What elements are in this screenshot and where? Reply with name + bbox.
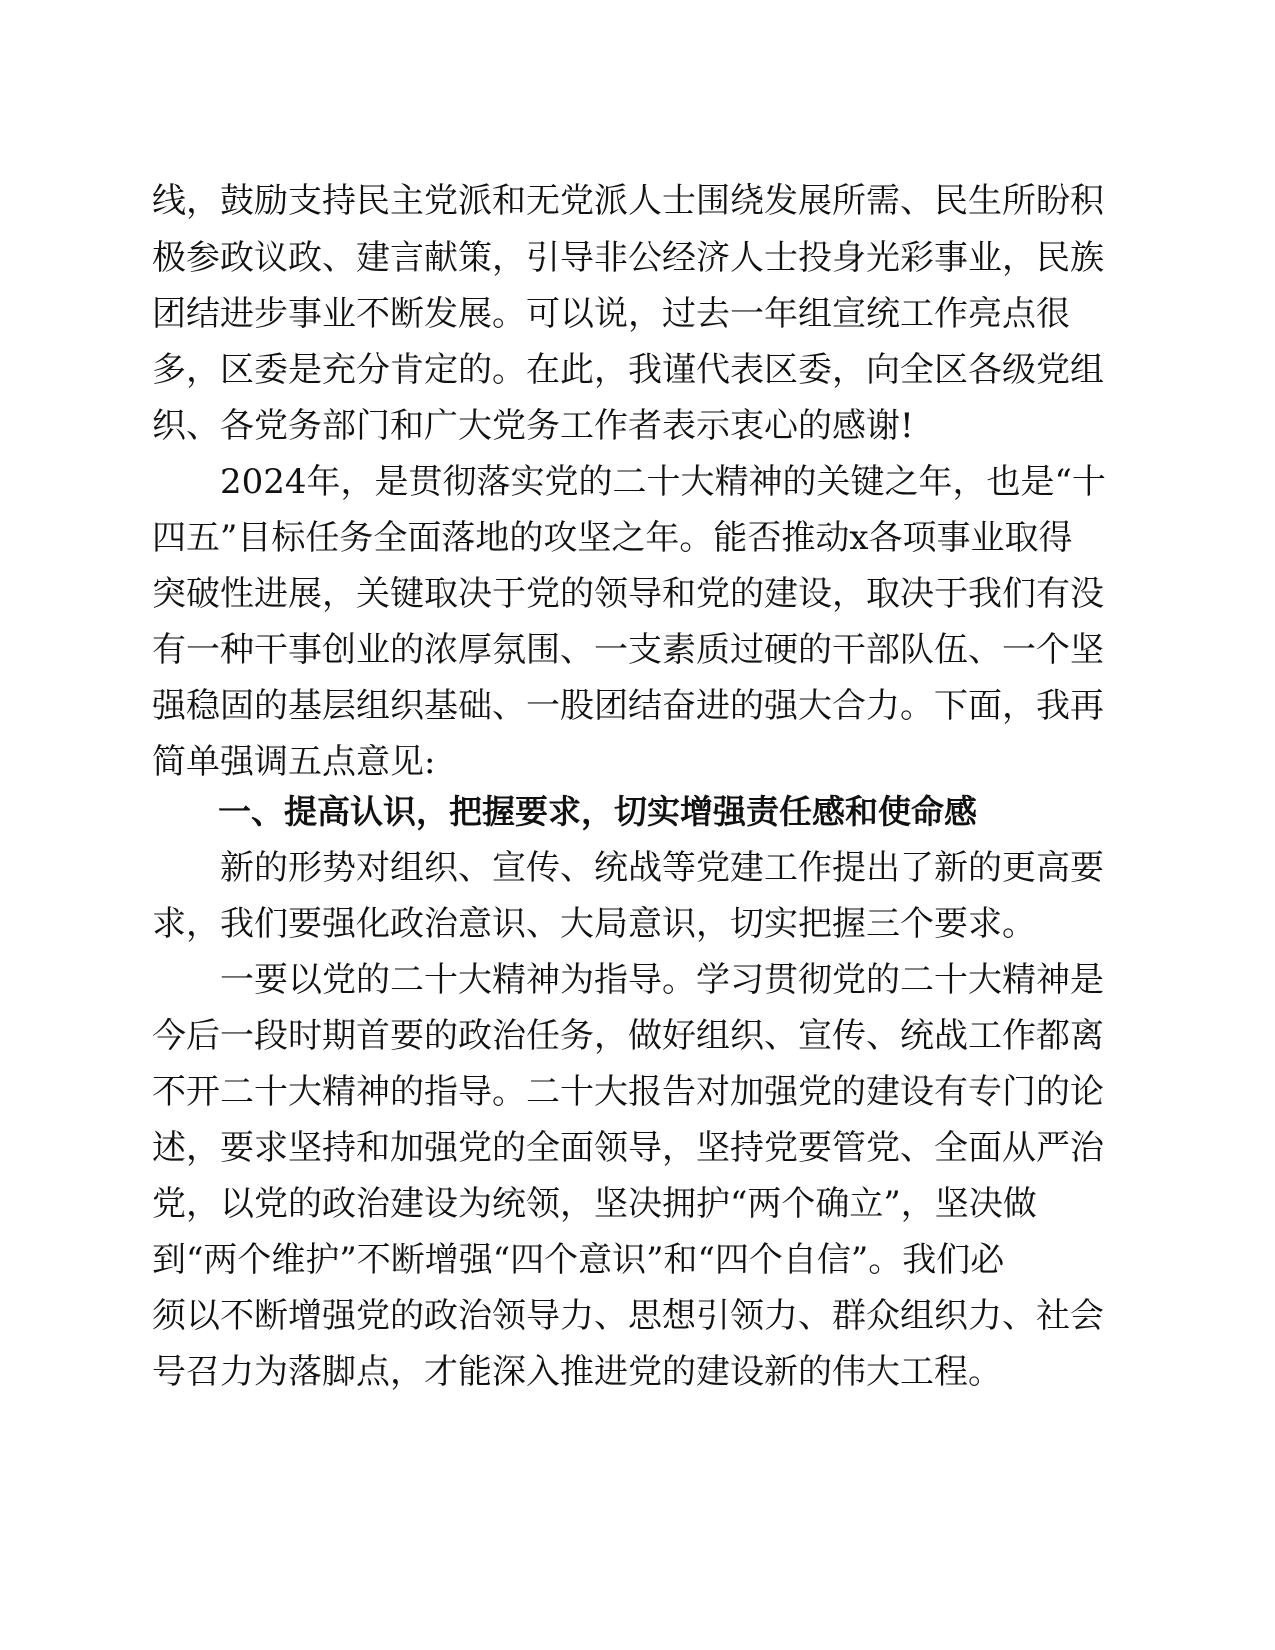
text-line: 团结进步事业不断发展。可以说，过去一年组宣统工作亮点很: [152, 294, 1070, 334]
text-line: 述，要求坚持和加强党的全面领导，坚持党要管党、全面从严治: [152, 1128, 1104, 1168]
text-line: 多，区委是充分肯定的。在此，我谨代表区委，向全区各级党组: [152, 350, 1104, 390]
text-line: 突破性进展，关键取决于党的领导和党的建设，取决于我们有没: [152, 574, 1104, 614]
text-line: 有一种干事创业的浓厚氛围、一支素质过硬的干部队伍、一个坚: [152, 630, 1104, 670]
paragraph-start-line: 一要以党的二十大精神为指导。学习贯彻党的二十大精神是: [152, 960, 1104, 1000]
text-line: 求，我们要强化政治意识、大局意识，切实把握三个要求。: [152, 904, 1036, 944]
text-line: 极参政议政、建言献策，引导非公经济人士投身光彩事业，民族: [152, 238, 1104, 278]
section-heading: 一、提高认识，把握要求，切实增强责任感和使命感: [152, 792, 977, 831]
text-line: 须以不断增强党的政治领导力、思想引领力、群众组织力、社会: [152, 1296, 1104, 1336]
text-line: 党，以党的政治建设为统领，坚决拥护“两个确立”，坚决做: [152, 1184, 1037, 1224]
text-line: 到“两个维护”不断增强“四个意识”和“四个自信”。我们必: [152, 1240, 1005, 1280]
paragraph-start-line: 2024年，是贯彻落实党的二十大精神的关键之年，也是“十: [152, 462, 1106, 502]
text-line: 强稳固的基层组织基础、一股团结奋进的强大合力。下面，我再: [152, 686, 1104, 726]
text-line: 今后一段时期首要的政治任务，做好组织、宣传、统战工作都离: [152, 1016, 1104, 1056]
text-line: 不开二十大精神的指导。二十大报告对加强党的建设有专门的论: [152, 1072, 1104, 1112]
text-line: 四五”目标任务全面落地的攻坚之年。能否推动x各项事业取得: [152, 518, 1073, 558]
text-line: 号召力为落脚点，才能深入推进党的建设新的伟大工程。: [152, 1352, 1002, 1392]
text-line: 线，鼓励支持民主党派和无党派人士围绕发展所需、民生所盼积: [152, 181, 1104, 221]
text-line: 简单强调五点意见:: [152, 742, 436, 782]
text-line: 织、各党务部门和广大党务工作者表示衷心的感谢!: [152, 406, 914, 446]
paragraph-start-line: 新的形势对组织、宣传、统战等党建工作提出了新的更高要: [152, 848, 1104, 888]
